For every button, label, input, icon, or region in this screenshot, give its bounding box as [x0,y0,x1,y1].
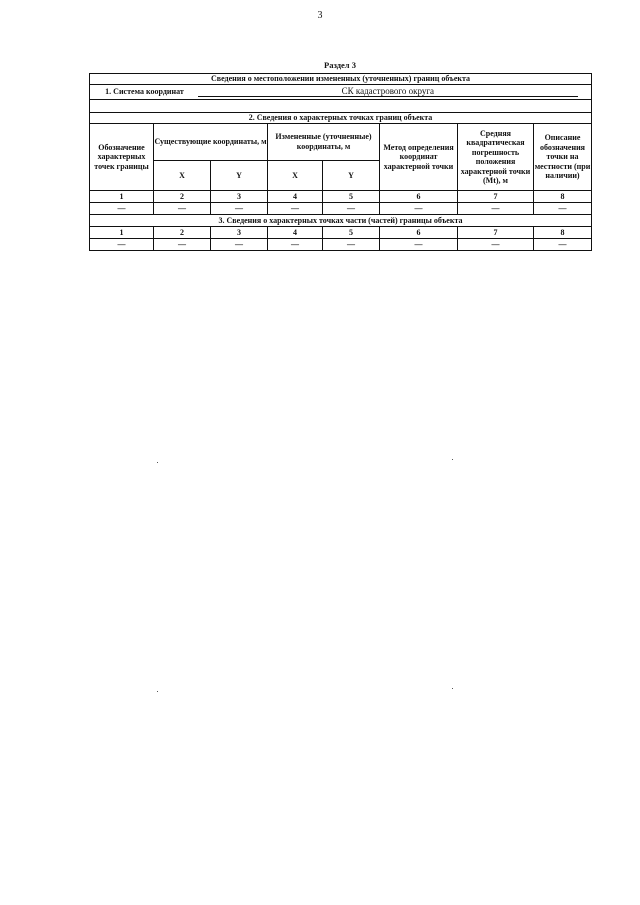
scan-speck [157,691,158,692]
section-title: Раздел 3 [324,60,356,70]
col-number: 1 [90,227,154,239]
part2-numbers-row [90,191,592,203]
coord-system-row [90,85,592,100]
header-changed-coords: Измененные (уточненные) координаты, м [268,124,380,161]
table-cell: — [323,239,380,251]
part3-heading-row [90,215,592,227]
main-heading: Сведения о местоположении измененных (уточненных) границ объекта [90,74,592,85]
col-number: 1 [90,191,154,203]
header-existing-y: Y [211,160,268,190]
scan-speck [157,462,158,463]
col-number: 5 [323,227,380,239]
boundary-form-table [89,73,592,251]
table-cell: — [323,203,380,215]
col-number: 8 [534,191,592,203]
table-cell: — [534,239,592,251]
scan-speck [452,688,453,689]
part2-heading-row [90,113,592,124]
table-cell: — [458,239,534,251]
col-number: 7 [458,227,534,239]
part3-heading: 3. Сведения о характерных точках части (частей) границы объекта [90,215,592,227]
table-cell: — [534,203,592,215]
scan-speck [452,459,453,460]
table-cell: — [268,239,323,251]
col-number: 3 [211,227,268,239]
page-number: 3 [317,10,323,21]
header-designation: Обозначение характерных точек границы [90,124,154,191]
part2-heading: 2. Сведения о характерных точках границ объекта [90,113,592,124]
header-description: Описание обозначения точки на местности (при наличии) [534,124,592,191]
table-cell: — [90,203,154,215]
coord-system-label: 1. Система координат [105,86,184,96]
header-accuracy: Средняя квадратическая погрешность положения характерной точки (Mt), м [458,124,534,191]
col-number: 4 [268,191,323,203]
table-cell: — [458,203,534,215]
part3-numbers-row [90,227,592,239]
header-existing-x: X [154,160,211,190]
table-cell: — [154,239,211,251]
part3-data-row [90,239,592,251]
coord-system-value: СК кадастрового округа [198,87,578,98]
header-existing-coords: Существующие координаты, м [154,124,268,161]
header-method: Метод определения координат характерной точки [380,124,458,191]
col-number: 3 [211,191,268,203]
header-changed-y: Y [323,160,380,190]
col-number: 5 [323,191,380,203]
table-cell: — [211,239,268,251]
table-cell: — [380,239,458,251]
table-cell: — [90,239,154,251]
part2-data-row [90,203,592,215]
part2-header-row [90,124,592,161]
table-cell: — [154,203,211,215]
table-cell: — [211,203,268,215]
col-number: 4 [268,227,323,239]
col-number: 2 [154,227,211,239]
table-cell: — [380,203,458,215]
col-number: 6 [380,227,458,239]
col-number: 6 [380,191,458,203]
main-heading-row [90,74,592,85]
col-number: 2 [154,191,211,203]
coord-blank-row [90,100,592,113]
col-number: 7 [458,191,534,203]
col-number: 8 [534,227,592,239]
table-cell: — [268,203,323,215]
header-changed-x: X [268,160,323,190]
